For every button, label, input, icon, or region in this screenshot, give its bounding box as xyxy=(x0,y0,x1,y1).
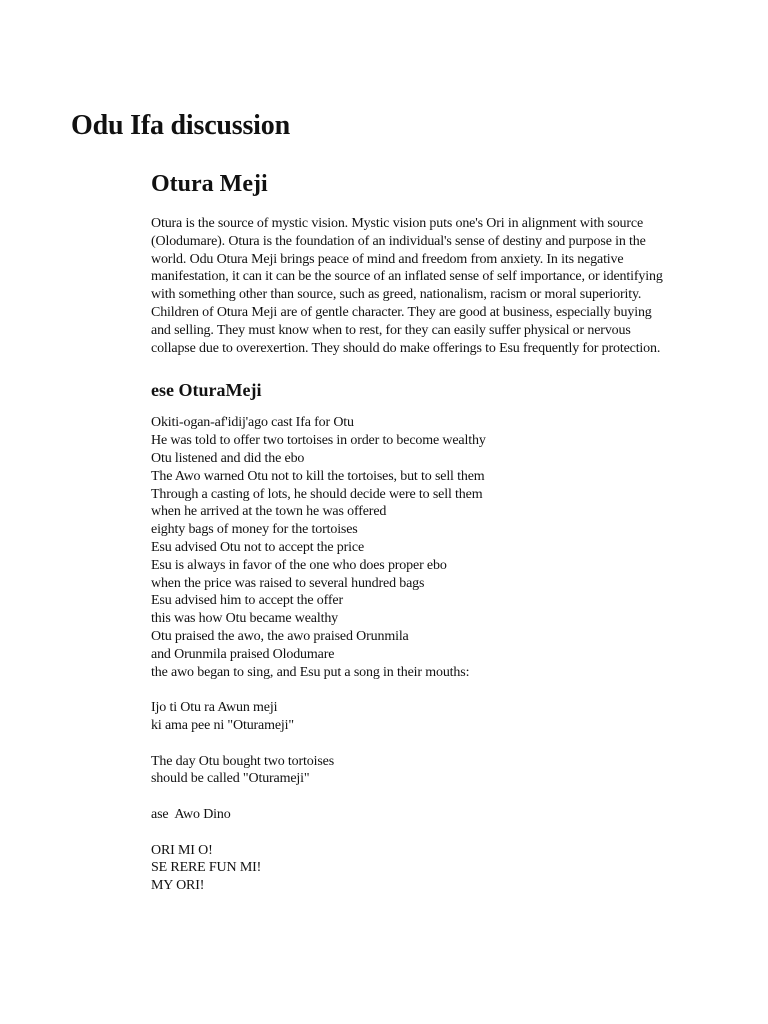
song-line: ki ama pee ni "Oturameji" xyxy=(151,717,294,733)
verse-line: Otu praised the awo, the awo praised Orunmila xyxy=(151,628,409,644)
verse-line: He was told to offer two tortoises in order to become wealthy xyxy=(151,433,486,449)
verse-line: The Awo warned Otu not to kill the tortoises, but to sell them xyxy=(151,468,485,484)
verse-line: when the price was raised to several hundred bags xyxy=(151,575,425,591)
translation-stanza xyxy=(151,753,671,789)
song-line: Ijo ti Otu ra Awun meji xyxy=(151,700,278,716)
verse-line: Okiti-ogan-af'idij'ago cast Ifa for Otu xyxy=(151,415,354,431)
translation-line: should be called "Oturameji" xyxy=(151,771,310,787)
verse-line: Esu is always in favor of the one who does proper ebo xyxy=(151,557,447,573)
article-body xyxy=(151,168,671,895)
verse-stanza xyxy=(151,414,671,681)
translation-line: The day Otu bought two tortoises xyxy=(151,753,335,769)
verse-line: eighty bags of money for the tortoises xyxy=(151,522,358,538)
signature-stanza xyxy=(151,806,671,824)
verse-line: and Orunmila praised Olodumare xyxy=(151,646,335,662)
verse-line: Through a casting of lots, he should decide were to sell them xyxy=(151,486,483,502)
section-title: Otura Meji xyxy=(151,171,268,197)
verse-line: Esu advised Otu not to accept the price xyxy=(151,539,365,555)
verse-line: Esu advised him to accept the offer xyxy=(151,593,343,609)
intro-paragraph: Otura is the source of mystic vision. Mystic vision puts one's Ori in alignment with source (Olodumare). Otura is the foundation of an individual's sense of destiny and purpose in the world. Odu Otura Meji brings peace of mind and freedom from anxiety. In its negative manifestation, it can it can be the source of an inflated sense of self importance, or identifying with something other than source, such as greed, nationalism, racism or moral superiority. Children of Otura Meji are of gentle character. They are good at business, especially buying and selling. They must know when to rest, for they can easily suffer physical or nervous collapse due to overexertion. They should do make offerings to Esu frequently for protection. xyxy=(151,216,663,356)
closing-stanza xyxy=(151,842,671,895)
verse-line: Otu listened and did the ebo xyxy=(151,450,305,466)
signature-line: ase Awo Dino xyxy=(151,806,231,822)
closing-line: ORI MI O! xyxy=(151,842,213,858)
verse-block xyxy=(151,414,671,895)
closing-line: MY ORI! xyxy=(151,878,205,894)
verse-line: this was how Otu became wealthy xyxy=(151,611,339,627)
page-title: Odu Ifa discussion xyxy=(71,110,290,141)
closing-line: SE RERE FUN MI! xyxy=(151,860,262,876)
verse-line: the awo began to sing, and Esu put a song in their mouths: xyxy=(151,664,470,680)
verse-line: when he arrived at the town he was offered xyxy=(151,504,387,520)
song-stanza xyxy=(151,699,671,735)
subsection-title: ese OturaMeji xyxy=(151,380,262,401)
